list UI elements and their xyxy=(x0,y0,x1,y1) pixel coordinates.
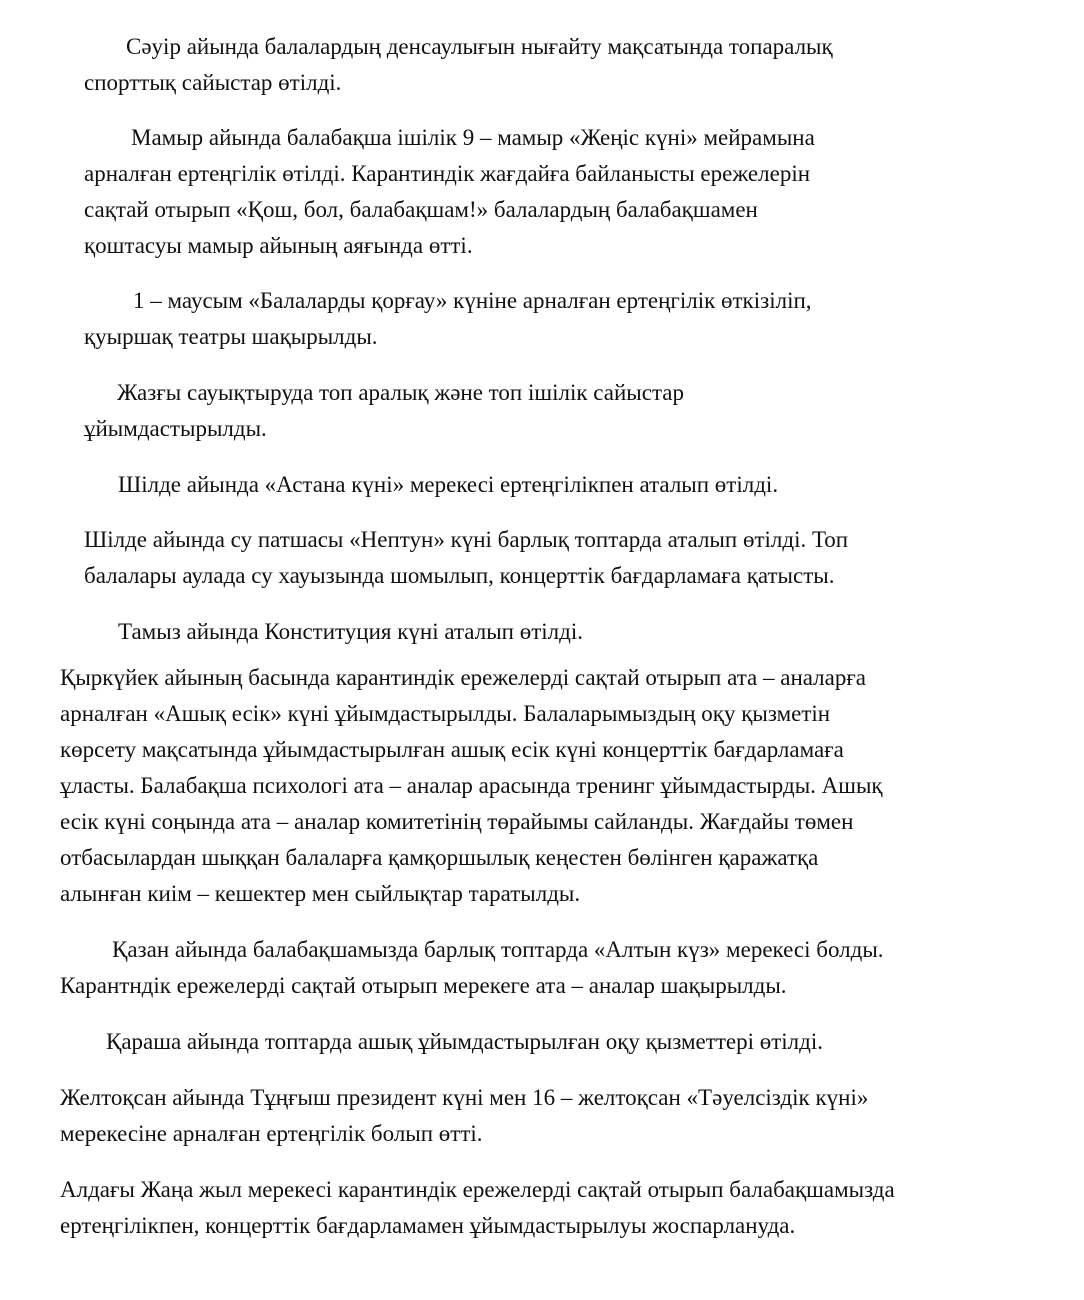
text-line: қоштасуы мамыр айының аяғында өтті. xyxy=(84,233,473,258)
text-line: арналған ертеңгілік өтілді. Карантиндік жағдайға байланысты ережелерін xyxy=(84,161,811,186)
text-line: көрсету мақсатында ұйымдастырылған ашық есік күні концерттік бағдарламаға xyxy=(60,737,844,762)
text-line: Жазғы сауықтыруда топ аралық және топ ішілік сайыстар xyxy=(117,380,684,405)
text-line: 1 – маусым «Балаларды қорғау» күніне арналған ертеңгілік өткізіліп, xyxy=(133,288,812,313)
text-line: есік күні соңында ата – аналар комитетінің төрайымы сайланды. Жағдайы төмен xyxy=(60,809,854,834)
text-line: Қазан айында балабақшамызда барлық топтарда «Алтын күз» мерекесі болды. xyxy=(112,937,884,962)
text-line: Шілде айында «Астана күні» мерекесі ертеңгілікпен аталып өтілді. xyxy=(118,472,779,497)
text-line: отбасылардан шыққан балаларға қамқоршылық кеңестен бөлінген қаражатқа xyxy=(60,845,819,870)
text-line: ұйымдастырылды. xyxy=(84,416,267,441)
text-line: Алдағы Жаңа жыл мерекесі карантиндік ережелерді сақтай отырып балабақшамызда xyxy=(60,1177,895,1202)
text-line: Сәуір айында балалардың денсаулығын нығайту мақсатында топаралық xyxy=(126,34,833,59)
text-line: Мамыр айында балабақша ішілік 9 – мамыр «Жеңіс күні» мейрамына xyxy=(131,125,815,150)
text-line: Қараша айында топтарда ашық ұйымдастырылған оқу қызметтері өтілді. xyxy=(106,1029,823,1054)
text-line: Тамыз айында Конституция күні аталып өтілді. xyxy=(118,619,583,644)
text-line: Карантндік ережелерді сақтай отырып мерекеге ата – аналар шақырылды. xyxy=(60,973,787,998)
text-line: сақтай отырып «Қош, бол, балабақшам!» балалардың балабақшамен xyxy=(84,197,758,222)
text-line: алынған киім – кешектер мен сыйлықтар таратылды. xyxy=(60,881,581,906)
text-line: Қыркүйек айының басында карантиндік ережелерді сақтай отырып ата – аналарға xyxy=(60,665,867,690)
text-line: спорттық сайыстар өтілді. xyxy=(84,70,342,95)
text-line: Шілде айында су патшасы «Нептун» күні барлық топтарда аталып өтілді. Топ xyxy=(84,527,849,552)
text-line: арналған «Ашық есік» күні ұйымдастырылды. Балаларымыздың оқу қызметін xyxy=(60,701,831,726)
text-line: Желтоқсан айында Тұңғыш президент күні мен 16 – желтоқсан «Тәуелсіздік күні» xyxy=(60,1085,869,1110)
text-line: мерекесіне арналған ертеңгілік болып өтті. xyxy=(60,1121,483,1146)
text-line: балалары аулада су хауызында шомылып, концерттік бағдарламаға қатысты. xyxy=(84,563,835,588)
text-line: қуыршақ театры шақырылды. xyxy=(84,324,378,349)
text-line: ертеңгілікпен, концерттік бағдарламамен ұйымдастырылуы жоспарлануда. xyxy=(60,1213,796,1238)
text-line: ұласты. Балабақша психологі ата – аналар арасында тренинг ұйымдастырды. Ашық xyxy=(60,773,883,798)
